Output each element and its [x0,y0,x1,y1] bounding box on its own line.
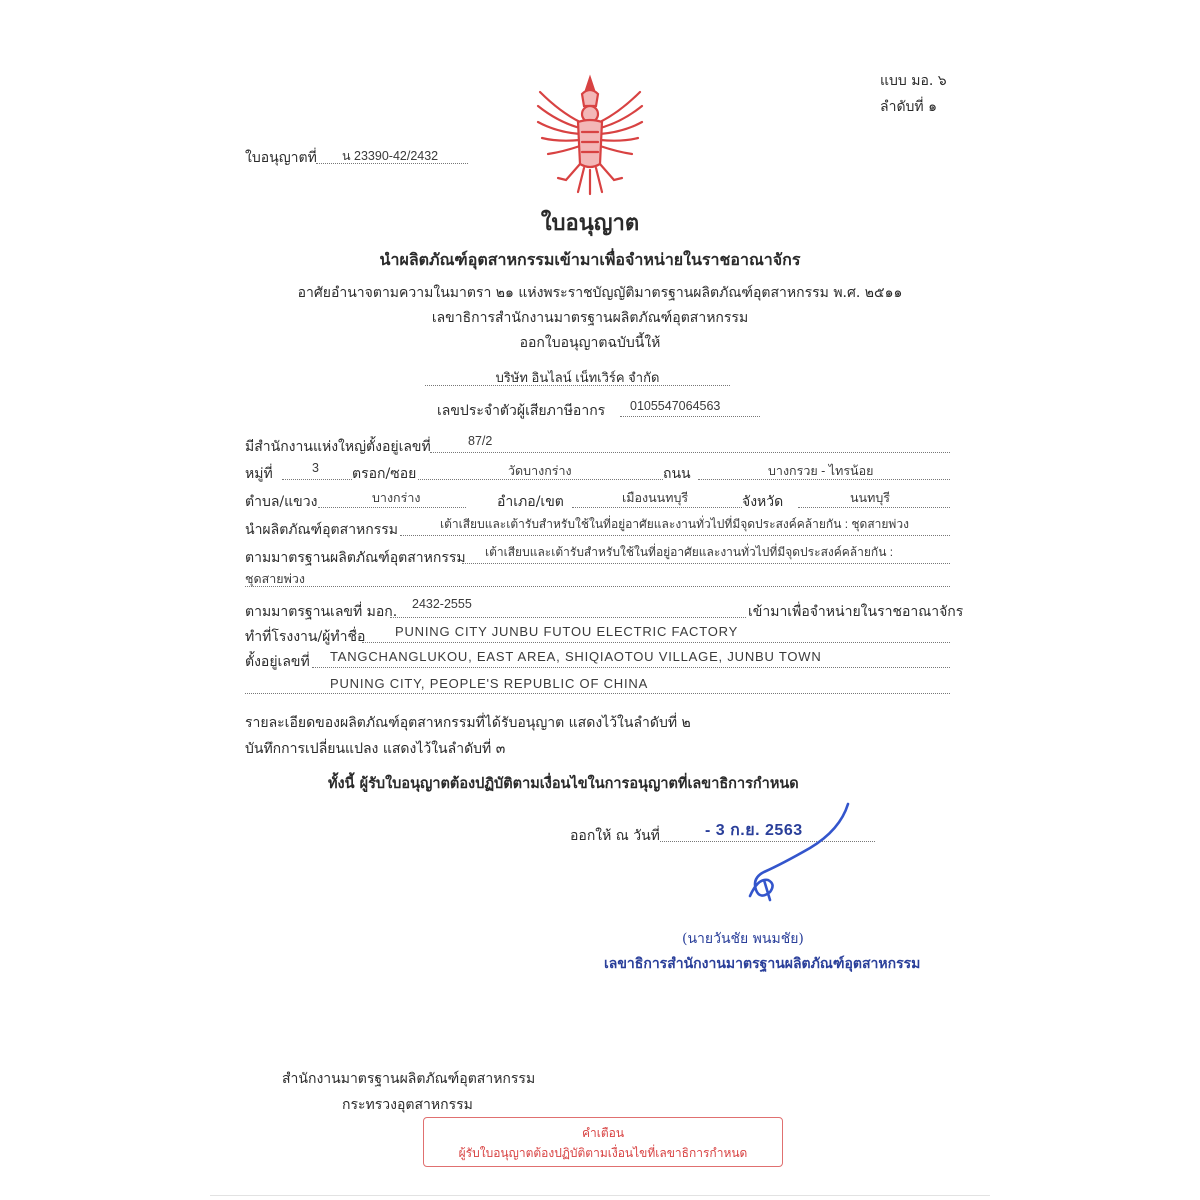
factory-label: ทำที่โรงงาน/ผู้ทำชื่อ [245,629,366,645]
form-code: แบบ มอ. ๖ [880,73,947,89]
office-value: 87/2 [468,434,493,448]
license-number-label: ใบอนุญาตที่ [245,150,317,166]
standard-value-cont: ชุดสายพ่วง [245,572,305,586]
factory-value: PUNING CITY JUNBU FUTOU ELECTRIC FACTORY [395,624,739,639]
license-number-value: น 23390-42/2432 [342,149,439,163]
moo-label: หมู่ที่ [245,466,273,482]
std-no-value: 2432-2555 [412,597,472,611]
location-line-2: PUNING CITY, PEOPLE'S REPUBLIC OF CHINA [330,676,649,691]
import-suffix: เข้ามาเพื่อจำหน่ายในราชอาณาจักร [748,604,964,620]
tax-id-value: 0105547064563 [630,399,721,413]
authority-line: อาศัยอำนาจตามความในมาตรา ๒๑ แห่งพระราชบัญญัติมาตรฐานผลิตภัณฑ์อุตสาหกรรม พ.ศ. ๒๕๑๑ [297,285,903,301]
soi-value: วัดบางกร่าง [508,464,572,478]
footer-ministry: กระทรวงอุตสาหกรรม [342,1097,473,1113]
product-label: นำผลิตภัณฑ์อุตสาหกรรม [245,522,399,538]
office-label: มีสำนักงานแห่งใหญ่ตั้งอยู่เลขที่ [245,439,431,455]
province-value: นนทบุรี [850,491,890,505]
product-value: เต้าเสียบและเต้ารับสำหรับใช้ในที่อยู่อาศัยและงานทั่วไปที่มีจุดประสงค์คล้ายกัน : ชุดสายพ่วง [440,517,909,531]
signature-icon [730,800,860,910]
subdistrict-value: บางกร่าง [372,491,421,505]
subdistrict-label: ตำบล/แขวง [245,494,318,510]
garuda-emblem-icon [530,72,650,197]
issued-to-line: ออกใบอนุญาตฉบับนี้ให้ [519,335,661,351]
district-value: เมืองนนทบุรี [622,491,689,505]
tax-id-label: เลขประจำตัวผู้เสียภาษีอากร [437,403,606,419]
company-name: บริษัท อินไลน์ เน็ทเวิร์ค จำกัด [495,370,660,385]
condition-note: ทั้งนี้ ผู้รับใบอนุญาตต้องปฏิบัติตามเงื่อนไขในการอนุญาตที่เลขาธิการกำหนด [328,775,799,792]
road-value: บางกรวย - ไทรน้อย [768,464,874,478]
sequence-number: ลำดับที่ ๑ [880,99,937,115]
moo-value: 3 [312,461,319,475]
warning-box [423,1117,783,1167]
signatory-name: (นายวันชัย พนมชัย) [682,931,804,947]
issue-date-label: ออกให้ ณ วันที่ [570,828,660,844]
footer-office: สำนักงานมาตรฐานผลิตภัณฑ์อุตสาหกรรม [282,1071,536,1087]
location-line-1: TANGCHANGLUKOU, EAST AREA, SHIQIAOTOU VILLAGE, JUNBU TOWN [330,649,822,664]
warning-text: ผู้รับใบอนุญาตต้องปฏิบัติตามเงื่อนไขที่เลขาธิการกำหนด [458,1146,748,1160]
location-label: ตั้งอยู่เลขที่ [245,654,310,670]
soi-label: ตรอก/ซอย [352,466,417,482]
signatory-title: เลขาธิการสำนักงานมาตรฐานผลิตภัณฑ์อุตสาหกรรม [604,956,921,972]
standard-label: ตามมาตรฐานผลิตภัณฑ์อุตสาหกรรม [245,550,466,566]
document-subtitle: นำผลิตภัณฑ์อุตสาหกรรมเข้ามาเพื่อจำหน่ายในราชอาณาจักร [379,250,801,269]
changes-note: บันทึกการเปลี่ยนแปลง แสดงไว้ในลำดับที่ ๓ [245,741,506,757]
std-no-label: ตามมาตรฐานเลขที่ มอก. [245,604,398,620]
document-title: ใบอนุญาต [540,210,640,236]
issue-date-stamp: - 3 ก.ย. 2563 [705,822,803,839]
road-label: ถนน [663,466,691,482]
detail-note: รายละเอียดของผลิตภัณฑ์อุตสาหกรรมที่ได้รับอนุญาต แสดงไว้ในลำดับที่ ๒ [245,715,691,731]
district-label: อำเภอ/เขต [497,494,564,510]
standard-value: เต้าเสียบและเต้ารับสำหรับใช้ในที่อยู่อาศัยและงานทั่วไปที่มีจุดประสงค์คล้ายกัน : [485,545,894,559]
warning-title: คำเตือน [581,1126,625,1140]
province-label: จังหวัด [742,494,784,510]
issuer-line: เลขาธิการสำนักงานมาตรฐานผลิตภัณฑ์อุตสาหกรรม [431,310,749,326]
